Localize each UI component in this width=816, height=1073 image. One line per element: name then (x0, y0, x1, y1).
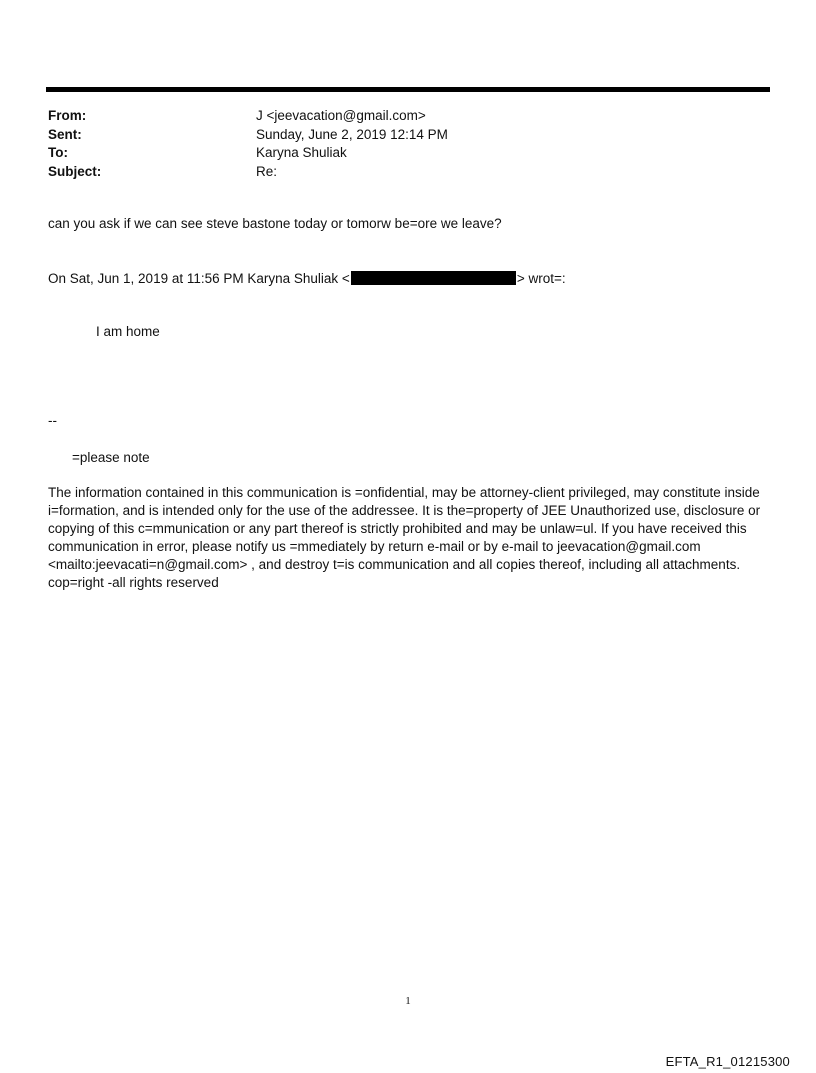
from-label: From: (48, 108, 87, 123)
email-header (48, 107, 768, 181)
to-value: Karyna Shuliak (256, 145, 347, 160)
subject-label: Subject: (48, 163, 102, 179)
sent-label: Sent: (48, 126, 82, 142)
quoted-text: I am home (96, 324, 160, 339)
signature-separator: -- (48, 413, 57, 428)
quote-intro-before: On Sat, Jun 1, 2019 at 11:56 PM Karyna Shuliak < (48, 271, 350, 286)
header-divider (46, 87, 770, 92)
document-id: EFTA_R1_01215300 (665, 1054, 790, 1069)
subject-value: Re: (256, 163, 278, 179)
to-label: To: (48, 145, 68, 160)
from-value: J <jeevacation@gmail.com> (256, 108, 426, 123)
subject-row (48, 163, 768, 182)
page-number: 1 (405, 995, 411, 1007)
redaction-bar (351, 271, 516, 285)
quote-intro (48, 270, 566, 288)
to-row (48, 144, 768, 163)
message-text: can you ask if we can see steve bastone today or tomorw be=ore we leave? (48, 216, 502, 231)
sent-value: Sunday, June 2, 2019 12:14 PM (256, 126, 448, 142)
from-row (48, 107, 768, 126)
sent-row (48, 126, 768, 145)
note-heading: =please note (72, 450, 150, 465)
quote-intro-after: > wrot=: (516, 271, 566, 286)
disclaimer-text: The information contained in this communication is =onfidential, may be attorney-client privileged, may constitute inside i=formation, and is intended only for the use of the addressee. It is the=property of JEE Unauthorized use, disclosure or copying of this c=mmunication or any part thereof is strictly prohibited and may be unlaw=ul. If you have received this communication in error, please notify us =mmediately by return e-mail or by e-mail to jeevacation@gmail.com <mailto:jeevacati=n@gmail.com> , and destroy t=is communication and all copies thereof, including all attachments. cop=right -all rights reserved (48, 485, 761, 590)
